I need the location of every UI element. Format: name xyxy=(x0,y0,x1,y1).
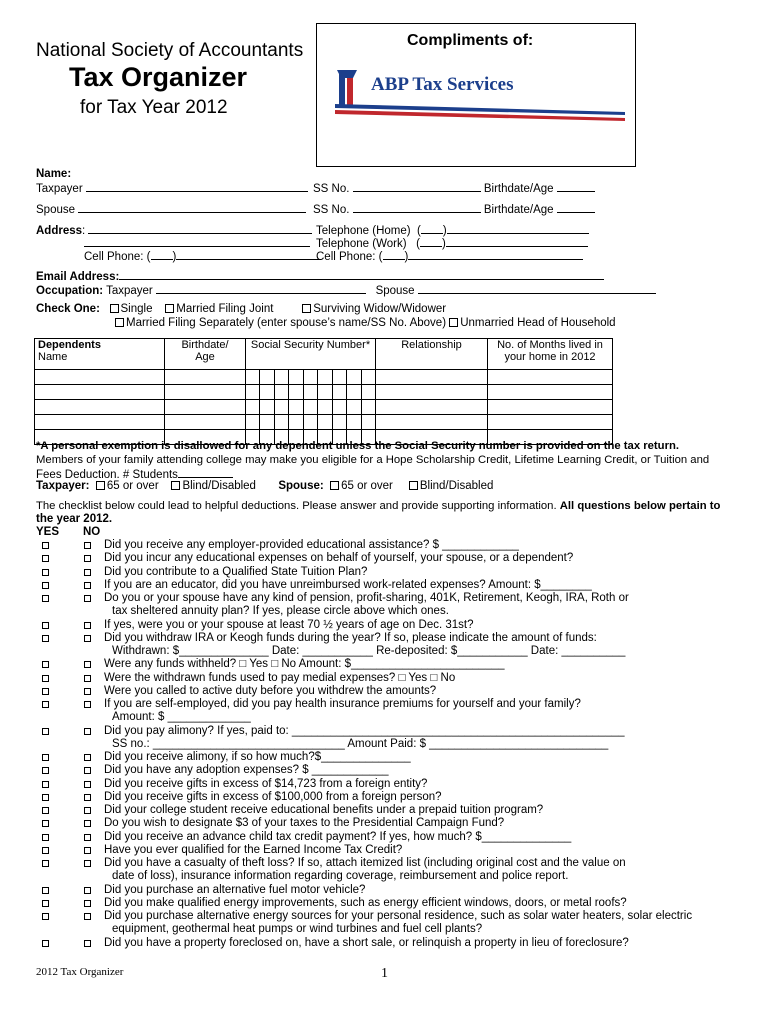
single-label: Single xyxy=(120,303,153,315)
question-text: SS no.: ______________________________ Amount Paid: $ ____________________________ xyxy=(112,737,609,750)
yes-checkbox[interactable] xyxy=(42,542,49,549)
hoh-label: Unmarried Head of Household xyxy=(460,317,616,329)
college-note-2: Fees Deduction. # Students xyxy=(36,469,178,481)
cell-label: Cell Phone: xyxy=(84,251,144,263)
spouse-label: Spouse: xyxy=(278,480,324,492)
no-checkbox[interactable] xyxy=(84,728,91,735)
yes-checkbox[interactable] xyxy=(42,569,49,576)
no-checkbox[interactable] xyxy=(84,820,91,827)
spouse-blind-checkbox[interactable] xyxy=(409,481,418,490)
yes-checkbox[interactable] xyxy=(42,728,49,735)
occupation-label: Occupation: xyxy=(36,285,104,297)
intro-bold-2: the year 2012. xyxy=(36,513,113,525)
question-text: Did you have any adoption expenses? $ ____________ xyxy=(104,764,389,777)
table-row[interactable] xyxy=(35,385,613,400)
page-subtitle: for Tax Year 2012 xyxy=(80,97,228,118)
question-text: date of loss), insurance information regarding coverage, reimbursement and police report. xyxy=(112,870,569,883)
tel-home-field[interactable] xyxy=(447,223,589,234)
question-text: Did you receive an advance child tax credit payment? If yes, how much? $______________ xyxy=(104,830,572,843)
yes-checkbox[interactable] xyxy=(42,794,49,801)
spouse-row[interactable] xyxy=(36,202,306,216)
occupation-spouse-label: Spouse xyxy=(375,285,415,297)
no-checkbox[interactable] xyxy=(84,569,91,576)
filing-status-row-2 xyxy=(115,317,616,329)
tel-work-field[interactable] xyxy=(446,236,588,247)
table-row[interactable] xyxy=(35,415,613,430)
email-label: Email Address: xyxy=(36,271,120,283)
intro-text: The checklist below could lead to helpful deductions. Please answer and provide supporting information. xyxy=(36,500,557,512)
mfj-label: Married Filing Joint xyxy=(176,303,274,315)
question-text: Did you receive any employer-provided educational assistance? $ ____________ xyxy=(104,539,519,551)
name-label: Name: xyxy=(36,168,72,180)
address-field-1[interactable] xyxy=(88,223,312,234)
yes-checkbox[interactable] xyxy=(42,940,49,947)
widow-label: Surviving Widow/Widower xyxy=(313,303,447,315)
taxpayer-label: Taxpayer: xyxy=(36,480,90,492)
question-text: Did your college student receive educational benefits under a prepaid tuition program? xyxy=(104,804,544,816)
question-text: If you are self-employed, did you pay health insurance premiums for yourself and your family? xyxy=(104,698,581,710)
yes-checkbox[interactable] xyxy=(42,847,49,854)
occupation-row[interactable] xyxy=(36,283,656,297)
no-checkbox[interactable] xyxy=(84,701,91,708)
college-note-2-row[interactable] xyxy=(36,467,233,481)
question-text: Withdrawn: $______________ Date: ___________ Re-deposited: $___________ Date: __________ xyxy=(112,645,626,657)
taxpayer-birthdate-field[interactable] xyxy=(557,181,595,192)
tel-home-row[interactable]: Telephone (Home) ( ) xyxy=(316,223,589,237)
question-text: Did you contribute to a Qualified State Tuition Plan? xyxy=(104,565,368,578)
no-checkbox[interactable] xyxy=(84,635,91,642)
question-text: Did you incur any educational expenses on behalf of yourself, your spouse, or a dependent? xyxy=(104,552,574,565)
spouse-label: Spouse xyxy=(36,204,76,216)
no-checkbox[interactable] xyxy=(84,847,91,854)
email-row[interactable] xyxy=(36,269,604,283)
no-checkbox[interactable] xyxy=(84,582,91,589)
spouse-ssno[interactable] xyxy=(313,202,595,216)
ssno-label: SS No. xyxy=(313,183,350,195)
no-checkbox[interactable] xyxy=(84,860,91,867)
no-checkbox[interactable] xyxy=(84,887,91,894)
no-checkbox[interactable] xyxy=(84,900,91,907)
hoh-checkbox[interactable] xyxy=(449,318,458,327)
question-text: Did you purchase an alternative fuel motor vehicle? xyxy=(104,883,366,896)
widow-checkbox[interactable] xyxy=(302,304,311,313)
checklist-intro xyxy=(36,500,720,512)
no-header: NO xyxy=(83,526,101,538)
no-checkbox[interactable] xyxy=(84,555,91,562)
yes-checkbox[interactable] xyxy=(42,860,49,867)
over65-label: 65 or over xyxy=(106,480,159,492)
tel-home-label: Telephone (Home) xyxy=(316,225,411,237)
yes-checkbox[interactable] xyxy=(42,820,49,827)
spouse-birthdate-field[interactable] xyxy=(557,202,595,213)
spouse-name-field[interactable] xyxy=(78,202,306,213)
ssn-header: Social Security Number* xyxy=(250,339,371,351)
question-text: Have you ever qualified for the Earned Income Tax Credit? xyxy=(104,843,403,856)
no-checkbox[interactable] xyxy=(84,622,91,629)
no-checkbox[interactable] xyxy=(84,807,91,814)
question-text: Did you purchase alternative energy sources for your personal residence, such as solar water heaters, solar electric xyxy=(104,910,693,922)
question-text: Did you receive gifts in excess of $100,000 from a foreign person? xyxy=(104,790,442,803)
dependents-table xyxy=(34,338,613,445)
org-name: National Society of Accountants xyxy=(36,40,304,61)
occupation-taxpayer-field[interactable] xyxy=(156,283,366,294)
cell-row[interactable]: Cell Phone: ( ) xyxy=(84,249,321,263)
table-header-row xyxy=(35,339,613,370)
mfs-checkbox[interactable] xyxy=(115,318,124,327)
filing-status-row-1 xyxy=(36,303,446,315)
taxpayer-row[interactable] xyxy=(36,181,308,195)
cell-field-2[interactable] xyxy=(408,249,583,260)
over65-label: 65 or over xyxy=(341,480,393,492)
compliments-label: Compliments of: xyxy=(407,32,534,49)
college-note-1: Members of your family attending college may make you eligible for a Hope Scholarship Credit, Lifetime Learning Credit, or Tuition and xyxy=(36,454,710,466)
question-text: Did you withdraw IRA or Keogh funds during the year? If so, please indicate the amount of funds: xyxy=(104,631,597,644)
yes-header: YES xyxy=(36,526,60,538)
students-field[interactable] xyxy=(178,467,233,478)
taxpayer-blind-checkbox[interactable] xyxy=(171,481,180,490)
yes-checkbox[interactable] xyxy=(42,582,49,589)
exemption-note: *A personal exemption is disallowed for any dependent unless the Social Security number is provided on the tax return. xyxy=(36,440,680,452)
table-row[interactable] xyxy=(35,370,613,385)
cell-label: Cell Phone: xyxy=(316,251,376,263)
no-checkbox[interactable] xyxy=(84,794,91,801)
yes-checkbox[interactable] xyxy=(42,913,49,920)
blind-label: Blind/Disabled xyxy=(182,480,256,492)
single-checkbox[interactable] xyxy=(110,304,119,313)
question-text: tax sheltered annuity plan? If yes, please circle above which ones. xyxy=(112,605,449,618)
no-checkbox[interactable] xyxy=(84,688,91,695)
question-text: Did you receive alimony, if so how much?$______________ xyxy=(104,751,411,763)
tel-work-label: Telephone (Work) xyxy=(316,238,407,250)
yes-checkbox[interactable] xyxy=(42,781,49,788)
question-text: Do you wish to designate $3 of your taxes to the Presidential Campaign Fund? xyxy=(104,817,505,830)
page-title: Tax Organizer xyxy=(69,62,248,92)
no-checkbox[interactable] xyxy=(84,834,91,841)
address-label: Address xyxy=(36,225,83,237)
cell-field[interactable] xyxy=(176,249,321,260)
email-field[interactable] xyxy=(119,269,604,280)
question-text: Did you have a casualty of theft loss? If so, attach itemized list (including original cost and the value on xyxy=(104,857,626,869)
question-text: Do you or your spouse have any kind of pension, profit-sharing, 401K, Retirement, Keogh, IRA, Roth or xyxy=(104,592,629,604)
question-text: If you are an educator, did you have unreimbursed work-related expenses? Amount: $________ xyxy=(104,578,592,591)
taxpayer-65-checkbox[interactable] xyxy=(96,481,105,490)
intro-bold: All questions below pertain to xyxy=(559,500,721,512)
taxpayer-ssno[interactable] xyxy=(313,181,595,195)
yes-checkbox[interactable] xyxy=(42,834,49,841)
yes-checkbox[interactable] xyxy=(42,661,49,668)
taxpayer-ssno-field[interactable] xyxy=(353,181,481,192)
months-header: No. of Months lived in xyxy=(497,339,603,351)
taxpayer-name-field[interactable] xyxy=(86,181,308,192)
footer-left: 2012 Tax Organizer xyxy=(36,966,124,978)
yes-checkbox[interactable] xyxy=(42,675,49,682)
question-text: Did you pay alimony? If yes, paid to: ____________________________________________________ xyxy=(104,724,625,737)
ssno-label: SS No. xyxy=(313,204,350,216)
spouse-ssno-field[interactable] xyxy=(353,202,481,213)
occupation-taxpayer-label: Taxpayer xyxy=(106,285,153,297)
birthdate-label: Birthdate/Age xyxy=(483,183,554,195)
yes-checkbox[interactable] xyxy=(42,701,49,708)
no-checkbox[interactable] xyxy=(84,661,91,668)
question-text: Did you receive gifts in excess of $14,723 from a foreign entity? xyxy=(104,777,428,790)
relationship-header: Relationship xyxy=(401,339,462,351)
mfs-label: Married Filing Separately (enter spouse’s name/SS No. Above) xyxy=(126,317,447,329)
page-number: 1 xyxy=(381,966,388,981)
question-text: Were the withdrawn funds used to pay medial expenses? □ Yes □ No xyxy=(104,671,456,684)
yes-checkbox[interactable] xyxy=(42,688,49,695)
question-text: Did you make qualified energy improvements, such as energy efficient windows, doors, or metal roofs? xyxy=(104,896,627,909)
yes-checkbox[interactable] xyxy=(42,635,49,642)
cell-row-right[interactable]: Cell Phone: ( ) xyxy=(316,249,583,263)
birthdate-label: Birthdate/Age xyxy=(483,204,554,216)
yes-checkbox[interactable] xyxy=(42,900,49,907)
check-one-label: Check One: xyxy=(36,303,100,315)
yes-checkbox[interactable] xyxy=(42,767,49,774)
logo-frame xyxy=(316,23,636,167)
tel-work-row[interactable]: Telephone (Work) ( ) xyxy=(316,236,588,250)
yes-checkbox[interactable] xyxy=(42,887,49,894)
yes-checkbox[interactable] xyxy=(42,754,49,761)
question-text: equipment, geothermal heat pumps or wind turbines and fuel cell plants? xyxy=(112,923,483,936)
yes-checkbox[interactable] xyxy=(42,807,49,814)
question-text: Were you called to active duty before you withdrew the amounts? xyxy=(104,684,437,697)
no-checkbox[interactable] xyxy=(84,781,91,788)
address-row-2[interactable] xyxy=(84,236,310,250)
no-checkbox[interactable] xyxy=(84,595,91,602)
age-blind-row xyxy=(36,480,493,492)
no-checkbox[interactable] xyxy=(84,542,91,549)
yes-checkbox[interactable] xyxy=(42,622,49,629)
dependents-header: Dependents xyxy=(38,339,101,351)
occupation-spouse-field[interactable] xyxy=(418,283,656,294)
age-header: Age xyxy=(195,351,215,363)
no-checkbox[interactable] xyxy=(84,767,91,774)
question-text: If yes, were you or your spouse at least 70 ½ years of age on Dec. 31st? xyxy=(104,618,474,631)
table-row[interactable] xyxy=(35,400,613,415)
months-header-2: your home in 2012 xyxy=(504,351,596,363)
yes-checkbox[interactable] xyxy=(42,555,49,562)
question-text: Did you have a property foreclosed on, have a short sale, or relinquish a property in lieu of foreclosure? xyxy=(104,936,629,949)
no-checkbox[interactable] xyxy=(84,754,91,761)
birthdate-header: Birthdate/ xyxy=(181,339,229,351)
question-text: Were any funds withheld? □ Yes □ No Amount: $________________________ xyxy=(104,658,505,671)
address-field-2[interactable] xyxy=(84,236,310,247)
logo-text: ABP Tax Services xyxy=(371,74,514,95)
yes-checkbox[interactable] xyxy=(42,595,49,602)
taxpayer-label: Taxpayer xyxy=(36,183,83,195)
spouse-65-checkbox[interactable] xyxy=(330,481,339,490)
mfj-checkbox[interactable] xyxy=(165,304,174,313)
no-checkbox[interactable] xyxy=(84,913,91,920)
no-checkbox[interactable] xyxy=(84,675,91,682)
question-text: Amount: $ _____________ xyxy=(112,711,251,724)
name-header: Name xyxy=(38,351,68,363)
no-checkbox[interactable] xyxy=(84,940,91,947)
address-row[interactable]: Address: xyxy=(36,223,312,237)
blind-label: Blind/Disabled xyxy=(419,480,494,492)
